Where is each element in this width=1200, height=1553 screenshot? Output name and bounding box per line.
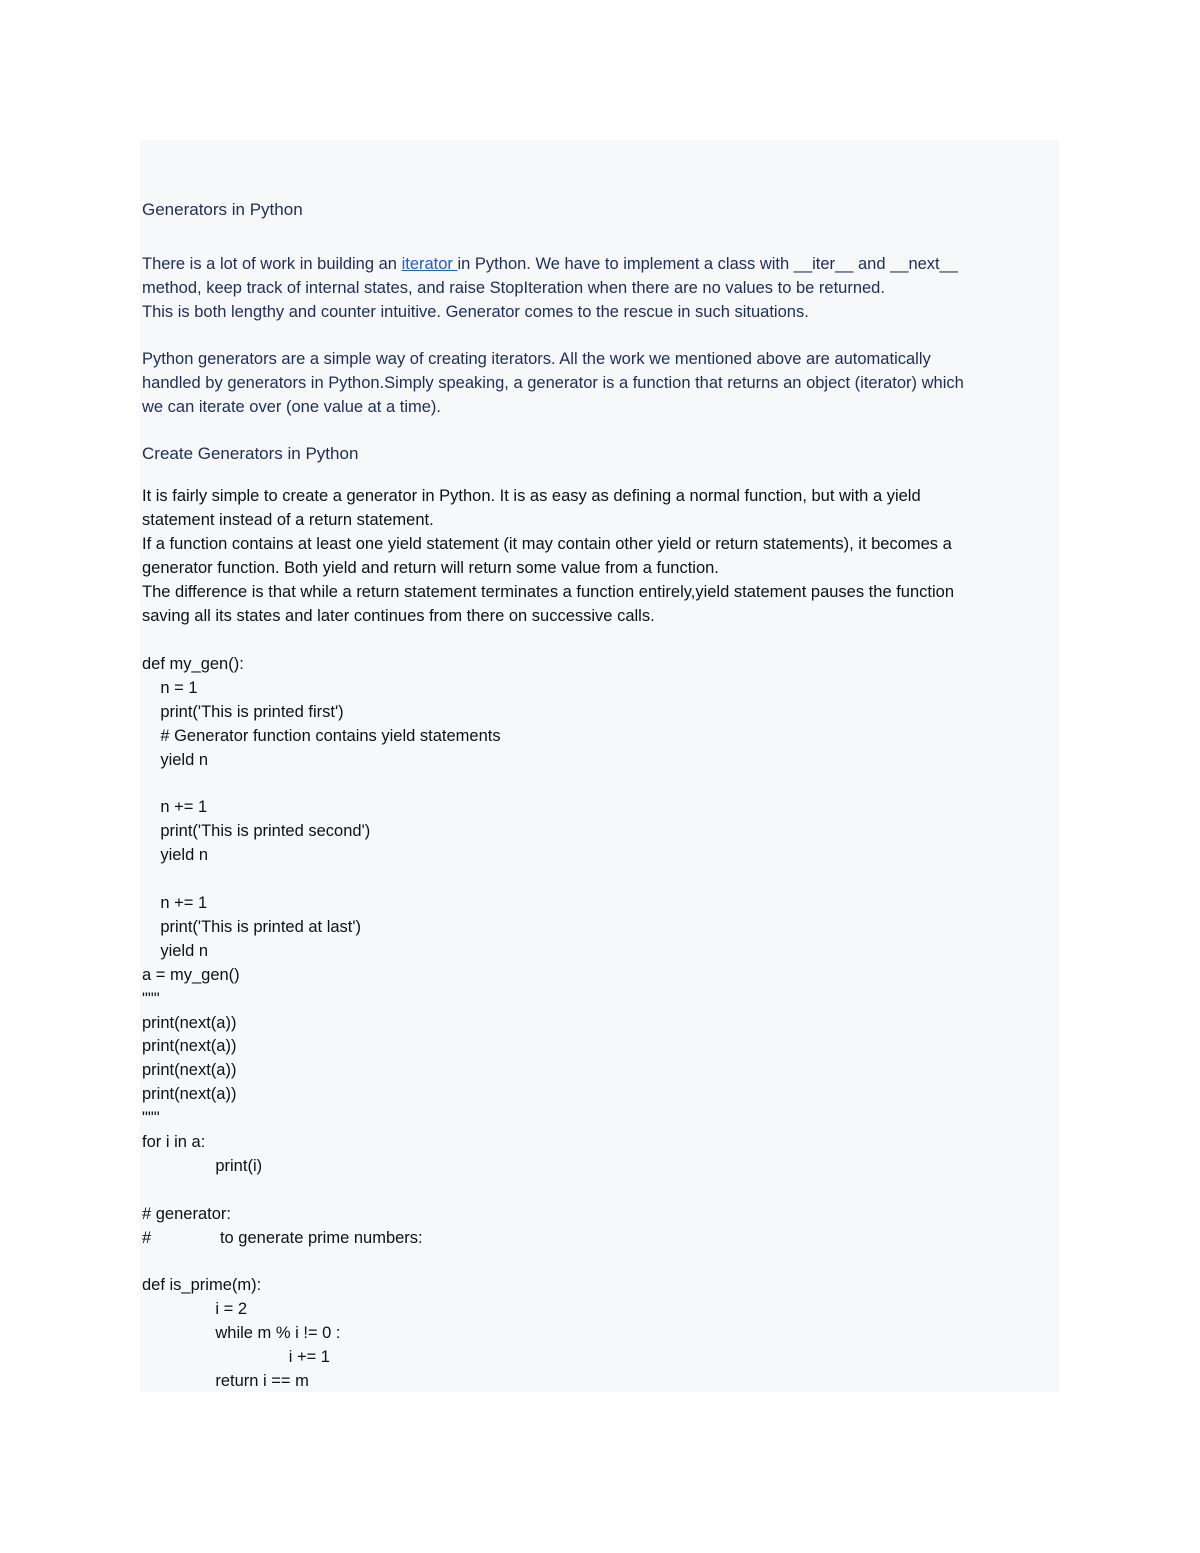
para3-line-3: If a function contains at least one yield statement (it may contain other yield or return statements), it becomes a	[142, 535, 952, 553]
code-line: a = my_gen()	[142, 965, 240, 984]
para3-line-5: The difference is that while a return statement terminates a function entirely,yield statement pauses the function	[142, 583, 954, 601]
code-line: yield n	[142, 846, 209, 865]
code-line: print(i)	[142, 1156, 263, 1175]
code-line: n = 1	[142, 678, 198, 697]
code-line: for i in a:	[142, 1133, 206, 1151]
code-line: print(next(a))	[142, 1085, 237, 1104]
code-line: def my_gen():	[142, 655, 244, 673]
page-title: Generators in Python	[142, 200, 303, 219]
para3-line-2: statement instead of a return statement.	[142, 511, 434, 529]
document-page	[140, 140, 1059, 1392]
intro-line-2: method, keep track of internal states, and raise StopIteration when there are no values to be returned.	[142, 279, 885, 297]
code-line: print(next(a))	[142, 1037, 237, 1056]
intro-text-before-link: There is a lot of work in building an	[142, 255, 402, 273]
code-line: print('This is printed second')	[142, 822, 371, 841]
section-heading: Create Generators in Python	[142, 444, 359, 463]
code-line: i += 1	[142, 1348, 330, 1367]
code-line: print('This is printed first')	[142, 702, 344, 721]
code-line: # generator:	[142, 1204, 231, 1223]
code-line: print('This is printed at last')	[142, 917, 362, 936]
iterator-link[interactable]: iterator	[401, 255, 458, 273]
code-line: yield n	[142, 750, 209, 769]
code-line: print(next(a))	[142, 1013, 237, 1032]
code-line: print(next(a))	[142, 1061, 237, 1080]
code-line: i = 2	[142, 1300, 247, 1319]
code-line: n += 1	[142, 894, 208, 912]
para2-line-3: we can iterate over (one value at a time).	[142, 398, 441, 416]
code-line: # Generator function contains yield statements	[142, 726, 501, 745]
intro-line-1	[142, 252, 958, 276]
code-line: # to generate prime numbers:	[142, 1228, 423, 1247]
para3-line-4: generator function. Both yield and return will return some value from a function.	[142, 559, 719, 577]
code-line: return i == m	[142, 1372, 309, 1390]
code-line: """	[142, 1109, 160, 1128]
para3-line-6: saving all its states and later continues from there on successive calls.	[142, 607, 655, 625]
para2-line-1: Python generators are a simple way of creating iterators. All the work we mentioned above are automatically	[142, 350, 931, 368]
intro-line-3: This is both lengthy and counter intuitive. Generator comes to the rescue in such situations.	[142, 303, 809, 321]
code-line: n += 1	[142, 798, 208, 817]
intro-text-after-link: in Python. We have to implement a class with __iter__ and __next__	[457, 255, 958, 273]
para3-line-1: It is fairly simple to create a generator in Python. It is as easy as defining a normal function, but with a yield	[142, 487, 921, 505]
code-line: """	[142, 989, 160, 1008]
code-line: def is_prime(m):	[142, 1276, 262, 1295]
para2-line-2: handled by generators in Python.Simply speaking, a generator is a function that returns an object (iterator) which	[142, 374, 964, 392]
code-line: yield n	[142, 941, 209, 960]
code-line: while m % i != 0 :	[142, 1324, 341, 1343]
